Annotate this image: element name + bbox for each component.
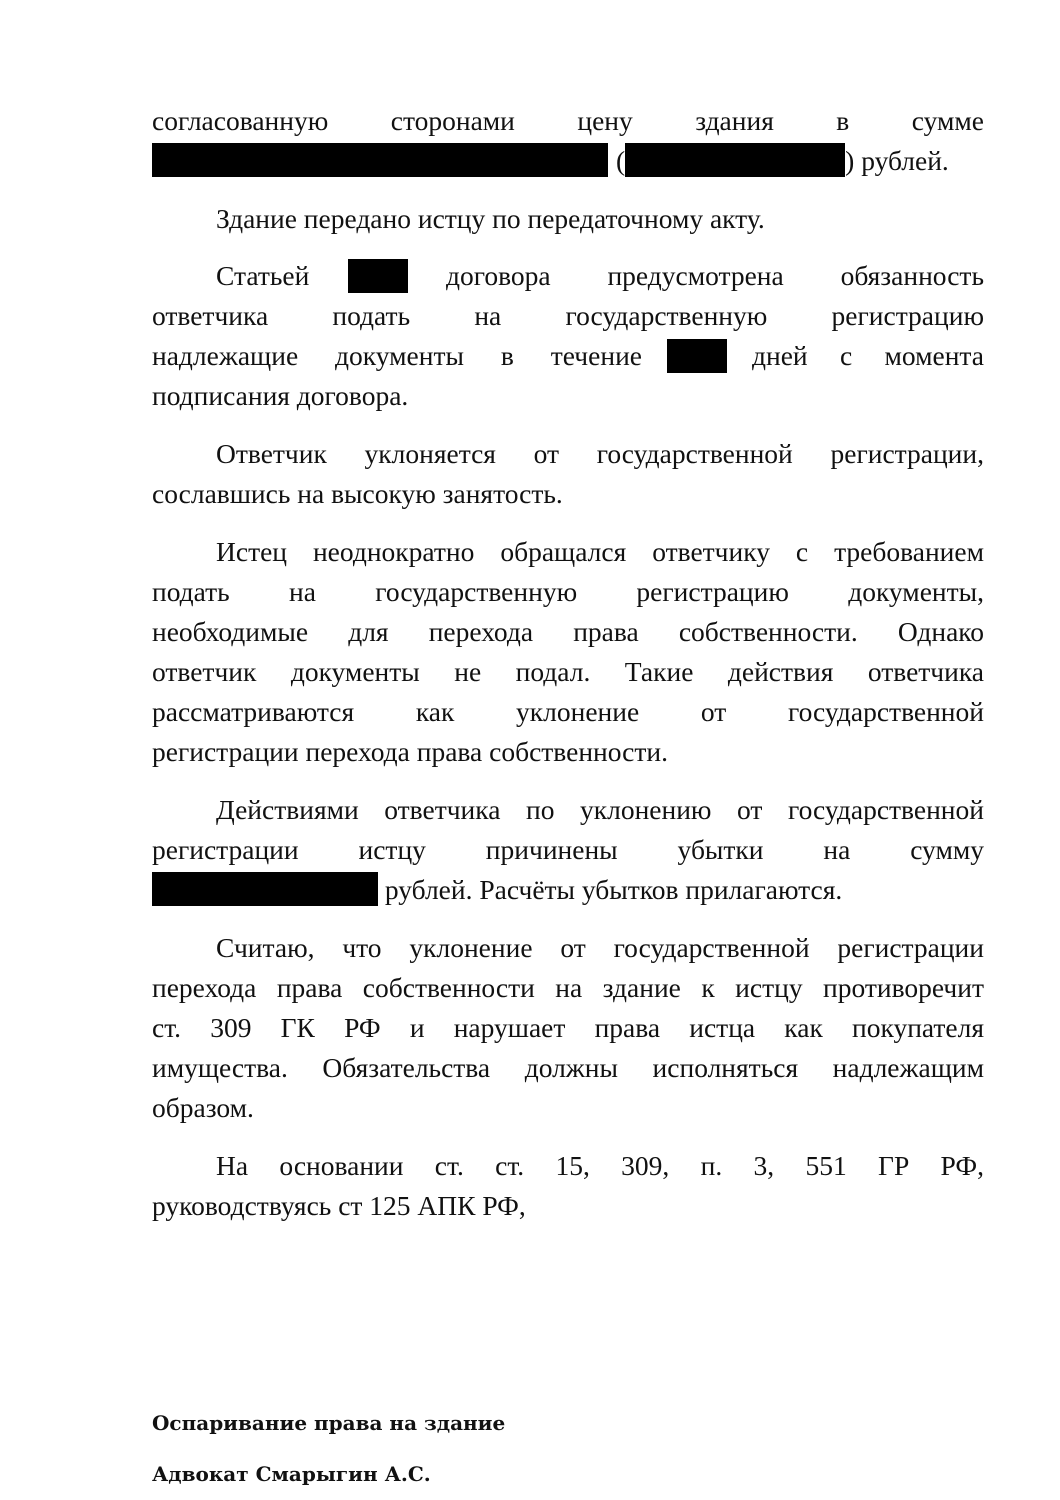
footer-author: Адвокат Смарыгин А.С. (152, 1462, 431, 1486)
text-line: На основании ст. ст. 15, 309, п. 3, 551 ГР РФ, (216, 1150, 984, 1181)
text-fragment: ( (616, 145, 626, 176)
text-line: Ответчик уклоняется от государственной регистрации, (216, 438, 984, 469)
text-line: сославшись на высокую занятость. (152, 478, 563, 509)
text-line: перехода права собственности на здание к истцу противоречит (152, 972, 984, 1003)
text-line: согласованную сторонами цену здания в сумме (152, 105, 984, 136)
redacted-days-count (667, 339, 727, 373)
text-line: Здание передано истцу по передаточному акту. (216, 203, 765, 234)
text-line (152, 256, 984, 296)
text-line: руководствуясь ст 125 АПК РФ, (152, 1190, 526, 1221)
text-line (152, 141, 984, 181)
paragraph-legal-position (152, 928, 984, 1128)
text-line: Действиями ответчика по уклонению от государственной (216, 794, 984, 825)
text-line: подать на государственную регистрацию документы, (152, 576, 984, 607)
text-line (152, 336, 984, 376)
text-line: регистрации истцу причинены убытки на сумму (152, 834, 984, 865)
paragraph-evasion (152, 434, 984, 514)
text-line: ст. 309 ГК РФ и нарушает права истца как покупателя (152, 1012, 984, 1043)
text-fragment: Статьей (216, 260, 310, 291)
text-line (152, 870, 984, 910)
redacted-damages-amount (152, 872, 378, 906)
text-fragment: рублей. Расчёты убытков прилагаются. (384, 874, 843, 905)
text-line: Истец неоднократно обращался ответчику с требованием (216, 536, 984, 567)
text-fragment: надлежащие документы в течение (152, 340, 642, 371)
text-line: ответчик документы не подал. Такие действия ответчика (152, 656, 984, 687)
redacted-amount-words (152, 143, 608, 177)
text-fragment: ) рублей. (845, 145, 949, 176)
text-line: имущества. Обязательства должны исполняться надлежащим (152, 1052, 984, 1083)
footer-title: Оспаривание права на здание (152, 1411, 506, 1435)
text-line: подписания договора. (152, 380, 409, 411)
paragraph-transfer (152, 199, 984, 239)
text-fragment: договора предусмотрена обязанность (446, 260, 984, 291)
text-line: рассматриваются как уклонение от государственной (152, 696, 984, 727)
text-line: регистрации перехода права собственности. (152, 736, 669, 767)
paragraph-price (152, 101, 984, 181)
redacted-article-number (348, 259, 408, 293)
text-line: необходимые для перехода права собственности. Однако (152, 616, 984, 647)
paragraph-requests (152, 532, 984, 772)
paragraph-damages (152, 790, 984, 910)
redacted-amount-digits (625, 143, 845, 177)
text-line: Считаю, что уклонение от государственной регистрации (216, 932, 984, 963)
text-line: образом. (152, 1092, 254, 1123)
text-fragment: дней с момента (752, 340, 984, 371)
paragraph-obligation (152, 256, 984, 416)
text-line: ответчика подать на государственную регистрацию (152, 300, 984, 331)
paragraph-grounds (152, 1146, 984, 1226)
